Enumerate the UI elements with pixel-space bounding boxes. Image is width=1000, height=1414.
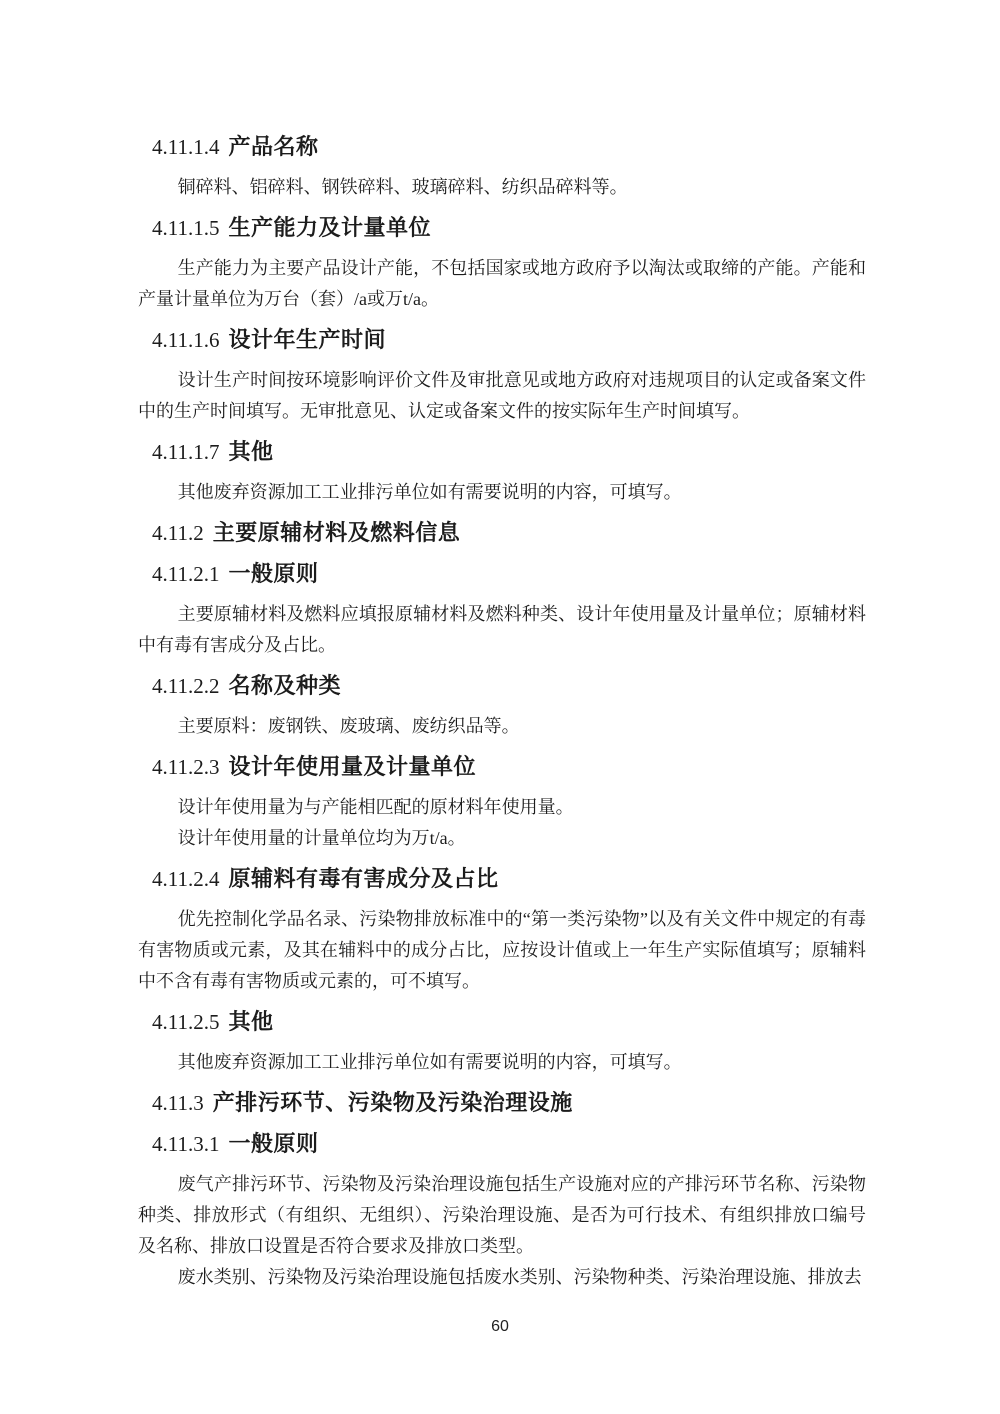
heading-number: 4.11.2.5 — [152, 1010, 220, 1034]
heading-number: 4.11.1.7 — [152, 440, 220, 464]
section-heading-4.11.2.2 — [138, 672, 866, 703]
heading-title: 产排污环节、污染物及污染治理设施 — [212, 1090, 573, 1115]
heading-title: 原辅料有毒有害成分及占比 — [228, 866, 499, 891]
heading-number: 4.11.1.5 — [152, 216, 220, 240]
heading-number: 4.11.2 — [152, 521, 204, 545]
heading-number: 4.11.1.4 — [152, 135, 220, 159]
heading-number: 4.11.2.1 — [152, 562, 220, 586]
heading-number: 4.11.2.3 — [152, 755, 220, 779]
heading-title: 生产能力及计量单位 — [228, 215, 431, 240]
paragraph: 主要原辅材料及燃料应填报原辅材料及燃料种类、设计年使用量及计量单位；原辅材料中有毒有害成分及占比。 — [138, 604, 866, 655]
heading-number: 4.11.2.2 — [152, 674, 220, 698]
paragraph: 废气产排污环节、污染物及污染治理设施包括生产设施对应的产排污环节名称、污染物种类、排放形式（有组织、无组织）、污染治理设施、是否为可行技术、有组织排放口编号及名称、排放口设置是否符合要求及排放口类型。 — [138, 1174, 866, 1256]
section-heading-4.11.2.1 — [138, 560, 866, 591]
heading-title: 主要原辅材料及燃料信息 — [212, 520, 461, 545]
section-heading-4.11.2.5 — [138, 1008, 866, 1039]
heading-number: 4.11.1.6 — [152, 328, 220, 352]
heading-title: 其他 — [228, 1009, 274, 1034]
section-heading-4.11.1.7 — [138, 438, 866, 469]
heading-number: 4.11.3.1 — [152, 1132, 220, 1156]
paragraph: 生产能力为主要产品设计产能，不包括国家或地方政府予以淘汰或取缔的产能。产能和产量计量单位为万台（套）/a或万t/a。 — [138, 258, 866, 309]
paragraph: 优先控制化学品名录、污染物排放标准中的“第一类污染物”以及有关文件中规定的有毒有害物质或元素，及其在辅料中的成分占比，应按设计值或上一年生产实际值填写；原辅料中不含有毒有害物质或元素的，可不填写。 — [138, 909, 866, 991]
section-heading-4.11.1.5 — [138, 214, 866, 245]
paragraph: 其他废弃资源加工工业排污单位如有需要说明的内容，可填写。 — [177, 482, 682, 502]
paragraph: 废水类别、污染物及污染治理设施包括废水类别、污染物种类、污染治理设施、排放去 — [177, 1267, 862, 1287]
section-heading-4.11.2 — [138, 519, 866, 549]
paragraph: 设计年使用量为与产能相匹配的原材料年使用量。 — [177, 797, 574, 817]
heading-title: 一般原则 — [228, 561, 319, 586]
paragraph: 设计生产时间按环境影响评价文件及审批意见或地方政府对违规项目的认定或备案文件中的生产时间填写。无审批意见、认定或备案文件的按实际年生产时间填写。 — [138, 370, 866, 421]
heading-title: 设计年使用量及计量单位 — [228, 754, 476, 779]
paragraph: 设计年使用量的计量单位均为万t/a。 — [177, 828, 466, 848]
paragraph: 其他废弃资源加工工业排污单位如有需要说明的内容，可填写。 — [177, 1052, 682, 1072]
heading-title: 产品名称 — [228, 134, 319, 159]
heading-title: 其他 — [228, 439, 274, 464]
heading-number: 4.11.3 — [152, 1091, 204, 1115]
section-heading-4.11.2.4 — [138, 865, 866, 896]
section-heading-4.11.3.1 — [138, 1130, 866, 1161]
section-heading-4.11.3 — [138, 1089, 866, 1119]
paragraph: 铜碎料、铝碎料、钢铁碎料、玻璃碎料、纺织品碎料等。 — [177, 177, 628, 197]
heading-title: 名称及种类 — [228, 673, 341, 698]
heading-title: 一般原则 — [228, 1131, 319, 1156]
paragraph: 主要原料：废钢铁、废玻璃、废纺织品等。 — [177, 716, 520, 736]
heading-title: 设计年生产时间 — [228, 327, 386, 352]
section-heading-4.11.1.6 — [138, 326, 866, 357]
section-heading-4.11.2.3 — [138, 753, 866, 784]
heading-number: 4.11.2.4 — [152, 867, 220, 891]
section-heading-4.11.1.4 — [138, 133, 866, 164]
page-number: 60 — [491, 1318, 509, 1335]
